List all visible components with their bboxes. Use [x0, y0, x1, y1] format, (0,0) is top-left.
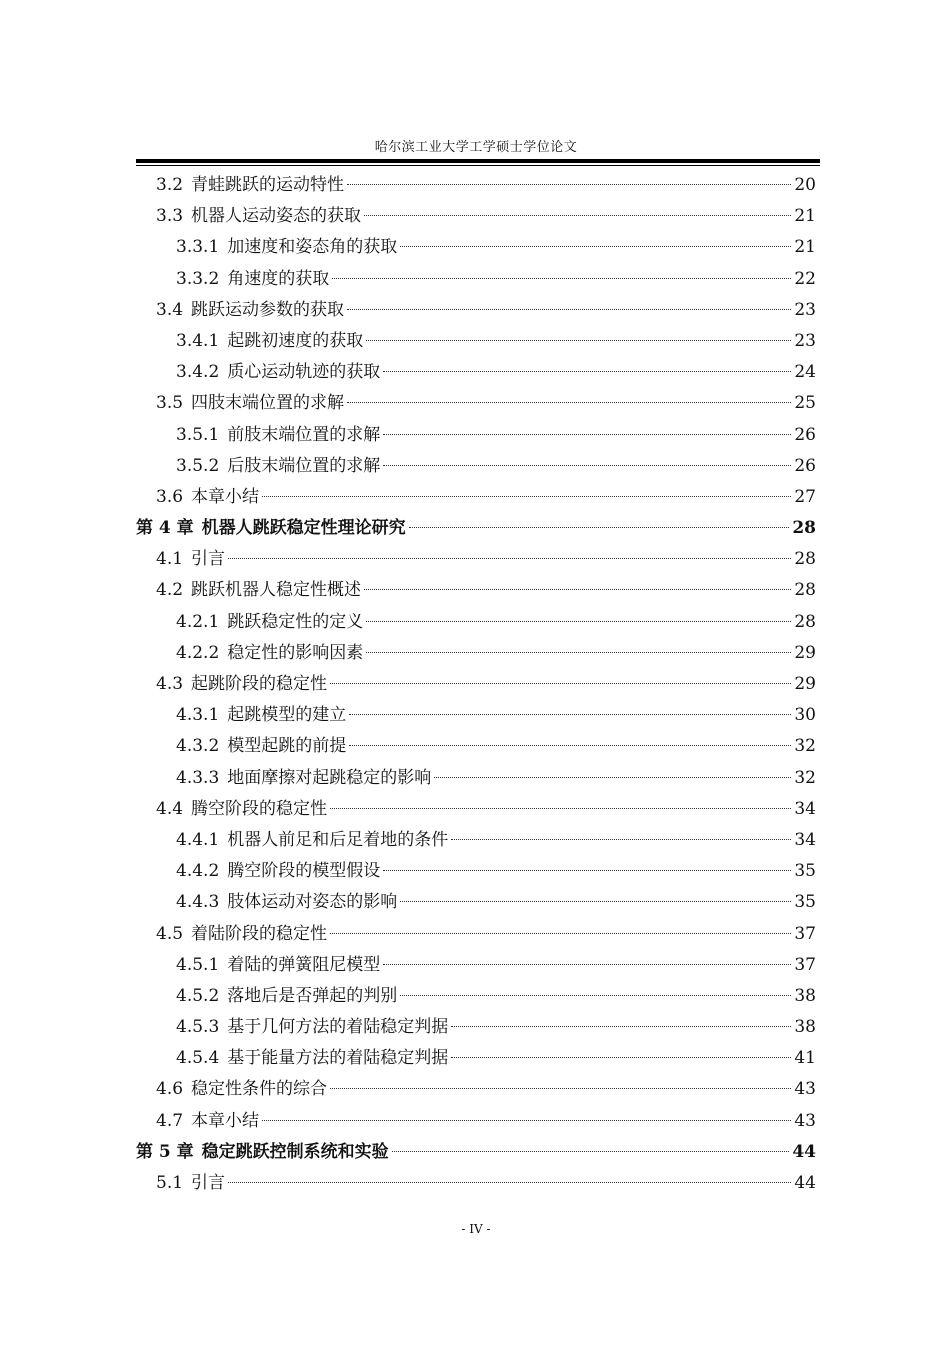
toc-dot-leader	[330, 683, 791, 684]
page-header-title: 哈尔滨工业大学工学硕士学位论文	[374, 140, 578, 155]
toc-entry[interactable]	[136, 575, 816, 606]
toc-entry[interactable]	[136, 1168, 816, 1199]
toc-entry[interactable]	[136, 950, 816, 981]
toc-entry-number: 第 5 章	[136, 1141, 194, 1162]
toc-entry-title: 起跳模型的建立	[227, 705, 347, 726]
toc-entry-title: 前肢末端位置的求解	[227, 424, 381, 445]
toc-dot-leader	[347, 309, 791, 310]
toc-entry-title: 着陆的弹簧阻尼模型	[227, 954, 381, 975]
toc-entry[interactable]	[136, 669, 816, 700]
toc-entry-page: 30	[794, 705, 816, 726]
toc-dot-leader	[400, 995, 791, 996]
toc-dot-leader	[366, 340, 791, 341]
toc-dot-leader	[349, 714, 791, 715]
toc-dot-leader	[451, 1026, 791, 1027]
toc-entry-page: 29	[794, 642, 816, 663]
toc-dot-leader	[383, 870, 791, 871]
toc-entry-page: 44	[794, 1173, 816, 1193]
toc-entry[interactable]	[136, 264, 816, 295]
page-number: - IV -	[461, 1222, 491, 1236]
toc-entry-title: 稳定性的影响因素	[227, 642, 364, 663]
table-of-contents	[136, 170, 816, 1199]
toc-entry-page: 35	[794, 892, 816, 913]
toc-entry-page: 27	[794, 486, 816, 507]
toc-entry-title: 机器人前足和后足着地的条件	[227, 829, 449, 850]
toc-dot-leader	[366, 652, 791, 653]
toc-entry-page: 21	[794, 206, 816, 227]
toc-entry-page: 29	[794, 674, 816, 694]
toc-dot-leader	[392, 1151, 790, 1152]
toc-entry-page: 38	[794, 985, 816, 1006]
toc-dot-leader	[347, 184, 791, 185]
toc-entry[interactable]	[136, 420, 816, 451]
toc-entry-page: 20	[794, 175, 816, 195]
toc-entry-number: 3.5.1	[176, 424, 220, 445]
toc-dot-leader	[228, 558, 791, 559]
toc-entry-number: 5.1	[156, 1173, 184, 1193]
toc-entry[interactable]	[136, 825, 816, 856]
toc-entry-page: 32	[794, 767, 816, 788]
toc-entry-title: 后肢末端位置的求解	[227, 455, 381, 476]
toc-entry-page: 28	[794, 580, 816, 601]
toc-entry[interactable]	[136, 232, 816, 263]
toc-entry-number: 4.5.4	[176, 1048, 220, 1069]
toc-entry-page: 37	[794, 954, 816, 975]
toc-entry[interactable]	[136, 513, 816, 544]
toc-entry[interactable]	[136, 1074, 816, 1105]
toc-entry-title: 腾空阶段的模型假设	[227, 861, 381, 882]
toc-entry-number: 3.5	[156, 393, 184, 414]
toc-entry-page: 25	[794, 393, 816, 414]
toc-entry[interactable]	[136, 295, 816, 326]
toc-entry-number: 4.1	[156, 549, 184, 570]
toc-entry-number: 4.5.1	[176, 954, 220, 975]
toc-entry-number: 3.3.2	[176, 268, 220, 289]
toc-entry-page: 28	[794, 549, 816, 570]
toc-entry-title: 质心运动轨迹的获取	[227, 362, 381, 383]
toc-entry[interactable]	[136, 887, 816, 918]
toc-entry-number: 3.4.1	[176, 330, 220, 351]
toc-entry[interactable]	[136, 170, 816, 201]
toc-entry-number: 第 4 章	[136, 518, 194, 539]
toc-entry-page: 34	[794, 829, 816, 850]
toc-entry-number: 4.6	[156, 1079, 184, 1100]
toc-entry-number: 4.2.1	[176, 611, 220, 632]
toc-entry-title: 本章小结	[191, 1110, 260, 1131]
toc-dot-leader	[400, 246, 791, 247]
toc-dot-leader	[330, 933, 791, 934]
toc-dot-leader	[451, 1057, 791, 1058]
toc-entry-title: 跳跃机器人稳定性概述	[191, 580, 362, 601]
toc-dot-leader	[262, 496, 791, 497]
toc-entry-number: 3.6	[156, 486, 184, 507]
toc-entry-title: 机器人跳跃稳定性理论研究	[201, 518, 406, 539]
toc-entry-number: 3.2	[156, 175, 184, 195]
toc-entry[interactable]	[136, 700, 816, 731]
toc-entry-page: 38	[794, 1017, 816, 1038]
toc-dot-leader	[366, 621, 791, 622]
toc-dot-leader	[400, 901, 791, 902]
toc-entry-number: 4.4.1	[176, 829, 220, 850]
toc-entry-title: 跳跃运动参数的获取	[191, 299, 345, 320]
toc-entry[interactable]	[136, 201, 816, 232]
toc-entry[interactable]	[136, 919, 816, 950]
toc-entry-number: 4.4.3	[176, 892, 220, 913]
toc-entry-title: 加速度和姿态角的获取	[227, 237, 398, 258]
toc-entry-title: 肢体运动对姿态的影响	[227, 892, 398, 913]
toc-entry-title: 起跳初速度的获取	[227, 330, 364, 351]
toc-entry[interactable]	[136, 731, 816, 762]
toc-entry[interactable]	[136, 482, 816, 513]
toc-entry-page: 22	[794, 268, 816, 289]
toc-entry[interactable]	[136, 763, 816, 794]
toc-entry-number: 4.2.2	[176, 642, 220, 663]
toc-entry-number: 4.7	[156, 1110, 184, 1131]
toc-entry-title: 稳定跳跃控制系统和实验	[201, 1141, 389, 1162]
toc-entry-number: 3.4	[156, 299, 184, 320]
toc-dot-leader	[332, 278, 791, 279]
toc-entry-title: 四肢末端位置的求解	[191, 393, 345, 414]
toc-entry[interactable]	[136, 981, 816, 1012]
toc-entry-title: 稳定性条件的综合	[191, 1079, 328, 1100]
toc-entry-title: 落地后是否弹起的判别	[227, 985, 398, 1006]
toc-entry-number: 4.5.3	[176, 1017, 220, 1038]
toc-entry-number: 3.4.2	[176, 362, 220, 383]
toc-entry[interactable]	[136, 1012, 816, 1043]
toc-entry-page: 28	[794, 611, 816, 632]
toc-dot-leader	[228, 1182, 791, 1183]
toc-dot-leader	[383, 371, 791, 372]
toc-entry-number: 3.5.2	[176, 455, 220, 476]
toc-dot-leader	[347, 402, 791, 403]
toc-entry-page: 28	[792, 518, 816, 539]
toc-entry-page: 35	[794, 861, 816, 882]
toc-entry-page: 43	[794, 1110, 816, 1131]
toc-entry-number: 4.3.3	[176, 767, 220, 788]
toc-dot-leader	[409, 527, 790, 528]
toc-entry-title: 基于能量方法的着陆稳定判据	[227, 1048, 449, 1069]
toc-entry-page: 34	[794, 798, 816, 819]
toc-dot-leader	[364, 215, 791, 216]
toc-entry[interactable]	[136, 856, 816, 887]
toc-entry-page: 24	[794, 362, 816, 383]
toc-entry-title: 基于几何方法的着陆稳定判据	[227, 1017, 449, 1038]
toc-entry-number: 4.2	[156, 580, 184, 601]
toc-entry[interactable]	[136, 1106, 816, 1137]
toc-entry-title: 地面摩擦对起跳稳定的影响	[227, 767, 432, 788]
toc-entry[interactable]	[136, 326, 816, 357]
toc-entry-title: 腾空阶段的稳定性	[191, 798, 328, 819]
toc-entry-number: 4.4	[156, 798, 184, 819]
toc-entry-page: 21	[794, 237, 816, 258]
toc-entry-page: 26	[794, 455, 816, 476]
toc-entry-page: 41	[794, 1048, 816, 1069]
toc-entry-number: 4.3	[156, 674, 184, 694]
toc-entry[interactable]	[136, 544, 816, 575]
toc-entry-page: 37	[794, 923, 816, 944]
toc-entry-title: 角速度的获取	[227, 268, 330, 289]
toc-entry-title: 本章小结	[191, 486, 260, 507]
toc-dot-leader	[383, 434, 791, 435]
toc-dot-leader	[330, 808, 791, 809]
toc-entry-page: 26	[794, 424, 816, 445]
toc-entry[interactable]	[136, 607, 816, 638]
toc-entry-page: 23	[794, 330, 816, 351]
toc-dot-leader	[364, 589, 791, 590]
toc-entry[interactable]	[136, 451, 816, 482]
header-rule-thick	[136, 159, 820, 163]
toc-entry-title: 引言	[191, 1173, 226, 1193]
toc-entry-title: 引言	[191, 549, 226, 570]
toc-dot-leader	[349, 745, 791, 746]
toc-entry-page: 32	[794, 736, 816, 757]
toc-dot-leader	[451, 839, 791, 840]
toc-entry-page: 44	[792, 1141, 816, 1162]
toc-entry-title: 起跳阶段的稳定性	[191, 674, 328, 694]
toc-entry-page: 43	[794, 1079, 816, 1100]
toc-entry-number: 4.4.2	[176, 861, 220, 882]
toc-entry[interactable]	[136, 388, 816, 419]
toc-entry-number: 4.3.2	[176, 736, 220, 757]
toc-entry-number: 3.3.1	[176, 237, 220, 258]
toc-entry-title: 青蛙跳跃的运动特性	[191, 175, 345, 195]
toc-entry-title: 机器人运动姿态的获取	[191, 206, 362, 227]
toc-entry-number: 4.3.1	[176, 705, 220, 726]
toc-entry[interactable]	[136, 1043, 816, 1074]
toc-dot-leader	[262, 1120, 791, 1121]
toc-dot-leader	[434, 777, 791, 778]
header-rule-thin	[136, 165, 820, 166]
toc-entry-title: 跳跃稳定性的定义	[227, 611, 364, 632]
toc-entry-number: 3.3	[156, 206, 184, 227]
toc-entry-number: 4.5	[156, 923, 184, 944]
toc-dot-leader	[383, 465, 791, 466]
toc-entry-title: 模型起跳的前提	[227, 736, 347, 757]
toc-entry-title: 着陆阶段的稳定性	[191, 923, 328, 944]
toc-entry-number: 4.5.2	[176, 985, 220, 1006]
toc-entry[interactable]	[136, 794, 816, 825]
toc-entry[interactable]	[136, 357, 816, 388]
toc-dot-leader	[383, 964, 791, 965]
toc-entry-page: 23	[794, 299, 816, 320]
toc-entry[interactable]	[136, 638, 816, 669]
toc-entry[interactable]	[136, 1137, 816, 1168]
toc-dot-leader	[330, 1088, 791, 1089]
